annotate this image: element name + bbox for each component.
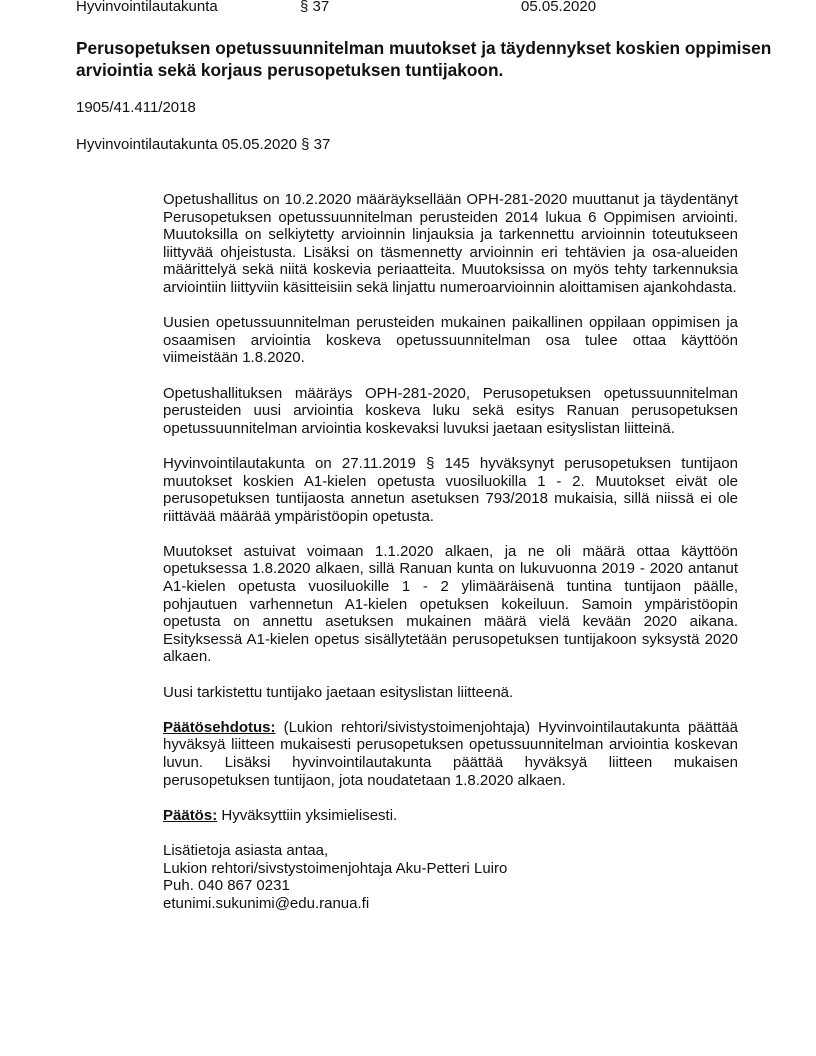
contact-person: Lukion rehtori/sivstystoimenjohtaja Aku-Petteri Luiro <box>163 859 508 877</box>
body-paragraph: Uusien opetussuunnitelman perusteiden mukainen paikallinen oppilaan oppimisen ja osaamisen arviointia koskeva opetussuunnitelman osa tulee ottaa käyttöön viimeistään 1.8.2020. <box>163 314 738 367</box>
contact-email: etunimi.sukunimi@edu.ranua.fi <box>163 894 370 912</box>
body-paragraph: Opetushallituksen määräys OPH-281-2020, Perusopetuksen opetussuunnitelman perusteiden uusi arviointia koskeva luku sekä esitys Ranuan perusopetuksen opetussuunnitelman arviointia koskevaksi luvuksi jaetaan esityslistan liitteinä. <box>163 384 738 437</box>
page-header <box>76 0 776 18</box>
contact-phone: Puh. 040 867 0231 <box>163 877 290 895</box>
document-body <box>163 191 738 912</box>
decision-text: Hyväksyttiin yksimielisesti. <box>217 806 398 824</box>
header-section: § 37 <box>300 0 330 15</box>
decision-proposal <box>163 719 738 789</box>
body-paragraph: Muutokset astuivat voimaan 1.1.2020 alkaen, ja ne oli määrä ottaa käyttöön opetuksessa 1.8.2020 alkaen, sillä Ranuan kunta on lukuvuonna 2019 - 2020 antanut A1-kielen opetusta vuosiluokille 1 - 2 ylimääräisenä tuntina tuntijaon päälle, pohjautuen varhennetun A1-kielen opetuksen kokeiluun. Samoin ympäristöopin opetusta on annettu asetuksen mukainen määrä vielä kevään 2020 aikana. Esityksessä A1-kielen opetus sisällytetään perusopetuksen tuntijakoon syksystä 2020 alkaen. <box>163 542 738 666</box>
contact-intro: Lisätietoja asiasta antaa, <box>163 841 329 859</box>
header-board: Hyvinvointilautakunta <box>76 0 218 15</box>
contact-info <box>163 842 738 912</box>
proposal-text: (Lukion rehtori/sivistystoimenjohtaja) Hyvinvointilautakunta päättää hyväksyä liitteen mukaisesti perusopetuksen opetussuunnitelman arviointia koskevan luvun. Lisäksi hyvinvointilautakunta päättää hyväksyä liitteen mukaisen perusopetuksen tuntijaon, jota noudatetaan 1.8.2020 alkaen. <box>163 718 738 789</box>
document-title: Perusopetuksen opetussuunnitelman muutokset ja täydennykset koskien oppimisen arviointia sekä korjaus perusopetuksen tuntijakoon. <box>76 38 772 80</box>
body-paragraph: Opetushallitus on 10.2.2020 määräyksellään OPH-281-2020 muuttanut ja täydentänyt Perusopetuksen opetussuunnitelman perusteiden 2014 lukua 6 Oppimisen arviointi. Muutoksilla on selkiytetty arvioinnin linjauksia ja tarkennettu arvioinnin toteutukseen liittyvää ohjeistusta. Lisäksi on täsmennetty arvioinnin eri tehtävien ja osa-alueiden määrittelyä sekä niitä koskevia periaatteita. Muutoksissa on myös tehty tarkennuksia arviointiin liittyviin käsitteisiin sekä linjattu numeroarvioinnin aloittamisen ajankohdasta. <box>163 191 738 296</box>
decision-label: Päätös: <box>163 806 218 824</box>
proposal-label: Päätösehdotus: <box>163 718 276 736</box>
header-date: 05.05.2020 <box>521 0 597 15</box>
record-id: 1905/41.411/2018 <box>76 99 196 116</box>
body-paragraph: Hyvinvointilautakunta on 27.11.2019 § 145 hyväksynyt perusopetuksen tuntijaon muutokset koskien A1-kielen opetusta vuosiluokilla 1 - 2. Muutokset eivät ole perusopetuksen tuntijaosta annetun asetuksen 793/2018 mukaisia, sillä niissä ei ole riittävää määrää ympäristöopin opetusta. <box>163 454 738 525</box>
meeting-reference: Hyvinvointilautakunta 05.05.2020 § 37 <box>76 136 331 153</box>
decision <box>163 807 738 825</box>
body-paragraph: Uusi tarkistettu tuntijako jaetaan esityslistan liitteenä. <box>163 683 514 701</box>
